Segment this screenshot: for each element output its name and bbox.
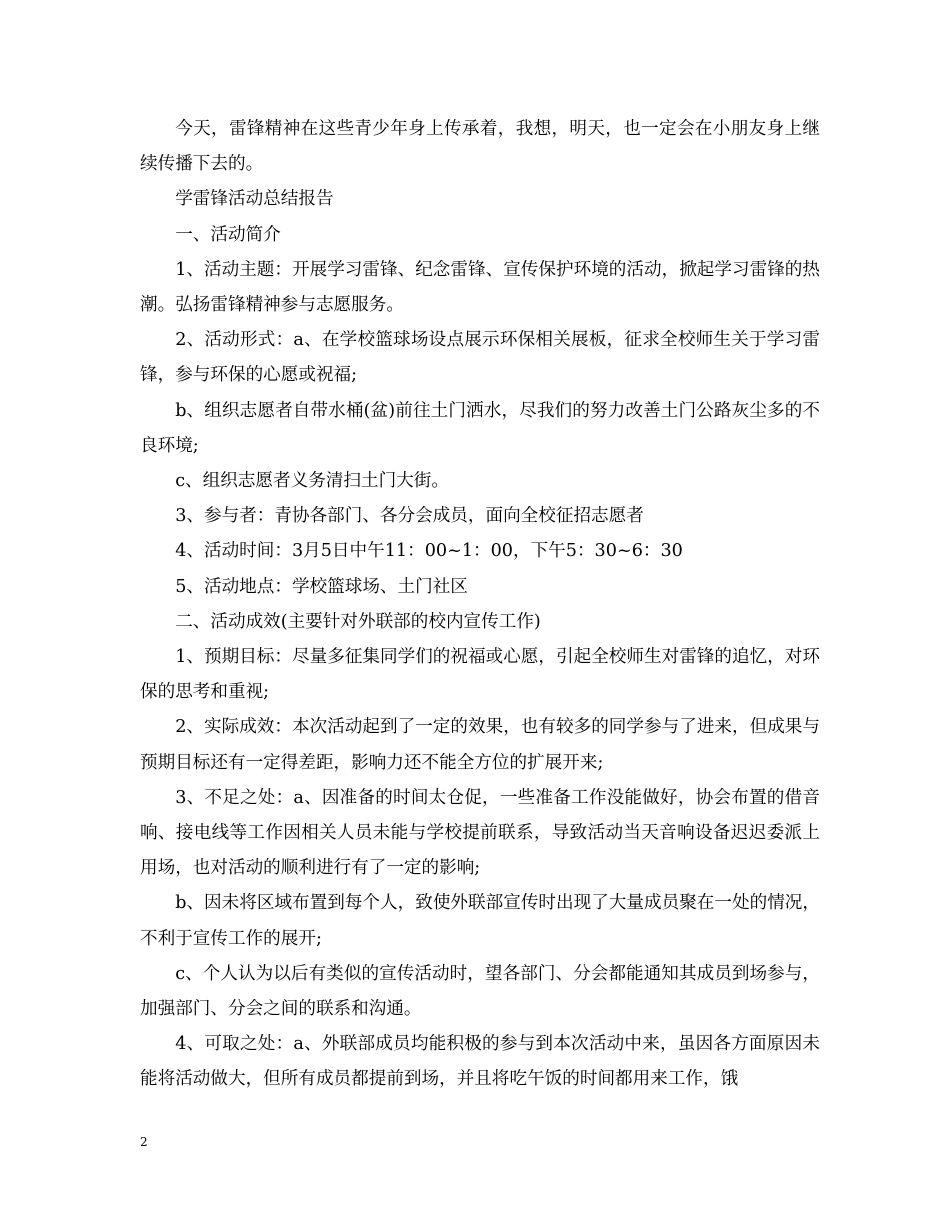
page-number: 2	[140, 1135, 148, 1149]
paragraph-activity-time: 4、活动时间：3月5日中午11：00~1：00，下午5：30~6：30	[175, 541, 683, 562]
paragraph-shortcomings: 3、不足之处：a、因准备的时间太仓促，一些准备工作没能做好，协会布置的借音响、接电线等工作因相关人员未能与学校提前联系，导致活动当天音响设备迟迟委派上用场，也对活动的顺利进行有了一定的影响;	[140, 787, 820, 879]
paragraph-shortcomings-b: b、因未将区域布置到每个人，致使外联部宣传时出现了大量成员聚在一处的情况，不利于宣传工作的展开;	[140, 893, 820, 949]
paragraph-activity-theme: 1、活动主题：开展学习雷锋、纪念雷锋、宣传保护环境的活动，掀起学习雷锋的热潮。弘扬雷锋精神参与志愿服务。	[140, 259, 820, 316]
document-body	[140, 112, 820, 1098]
paragraph-1: 今天，雷锋精神在这些青少年身上传承着，我想，明天，也一定会在小朋友身上继续传播下去的。	[140, 119, 820, 175]
paragraph-actual-result: 2、实际成效：本次活动起到了一定的效果，也有较多的同学参与了进来，但成果与预期目标还有一定得差距，影响力还不能全方位的扩展开来;	[140, 717, 820, 773]
paragraph-strengths: 4、可取之处：a、外联部成员均能积极的参与到本次活动中来，虽因各方面原因未能将活动做大，但所有成员都提前到场，并且将吃午饭的时间都用来工作，饿	[140, 1034, 820, 1090]
paragraph-shortcomings-c: c、个人认为以后有类似的宣传活动时，望各部门、分会都能通知其成员到场参与，加强部门、分会之间的联系和沟通。	[140, 963, 820, 1020]
section-heading-2: 二、活动成效(主要针对外联部的校内宣传工作)	[175, 611, 541, 632]
paragraph-expected-goal: 1、预期目标：尽量多征集同学们的祝福或心愿，引起全校师生对雷锋的追忆，对环保的思考和重视;	[140, 647, 820, 703]
report-title: 学雷锋活动总结报告	[175, 189, 334, 210]
paragraph-form-b: b、组织志愿者自带水桶(盆)前往土门洒水，尽我们的努力改善土门公路灰尘多的不良环境;	[140, 400, 820, 456]
section-heading-1: 一、活动简介	[175, 224, 281, 245]
paragraph-activity-form: 2、活动形式：a、在学校篮球场设点展示环保相关展板，征求全校师生关于学习雷锋，参与环保的心愿或祝福;	[140, 330, 820, 386]
paragraph-form-c: c、组织志愿者义务清扫土门大街。	[175, 471, 449, 492]
paragraph-activity-location: 5、活动地点：学校篮球场、土门社区	[175, 576, 468, 597]
paragraph-participants: 3、参与者：青协各部门、各分会成员，面向全校征招志愿者	[175, 506, 644, 527]
